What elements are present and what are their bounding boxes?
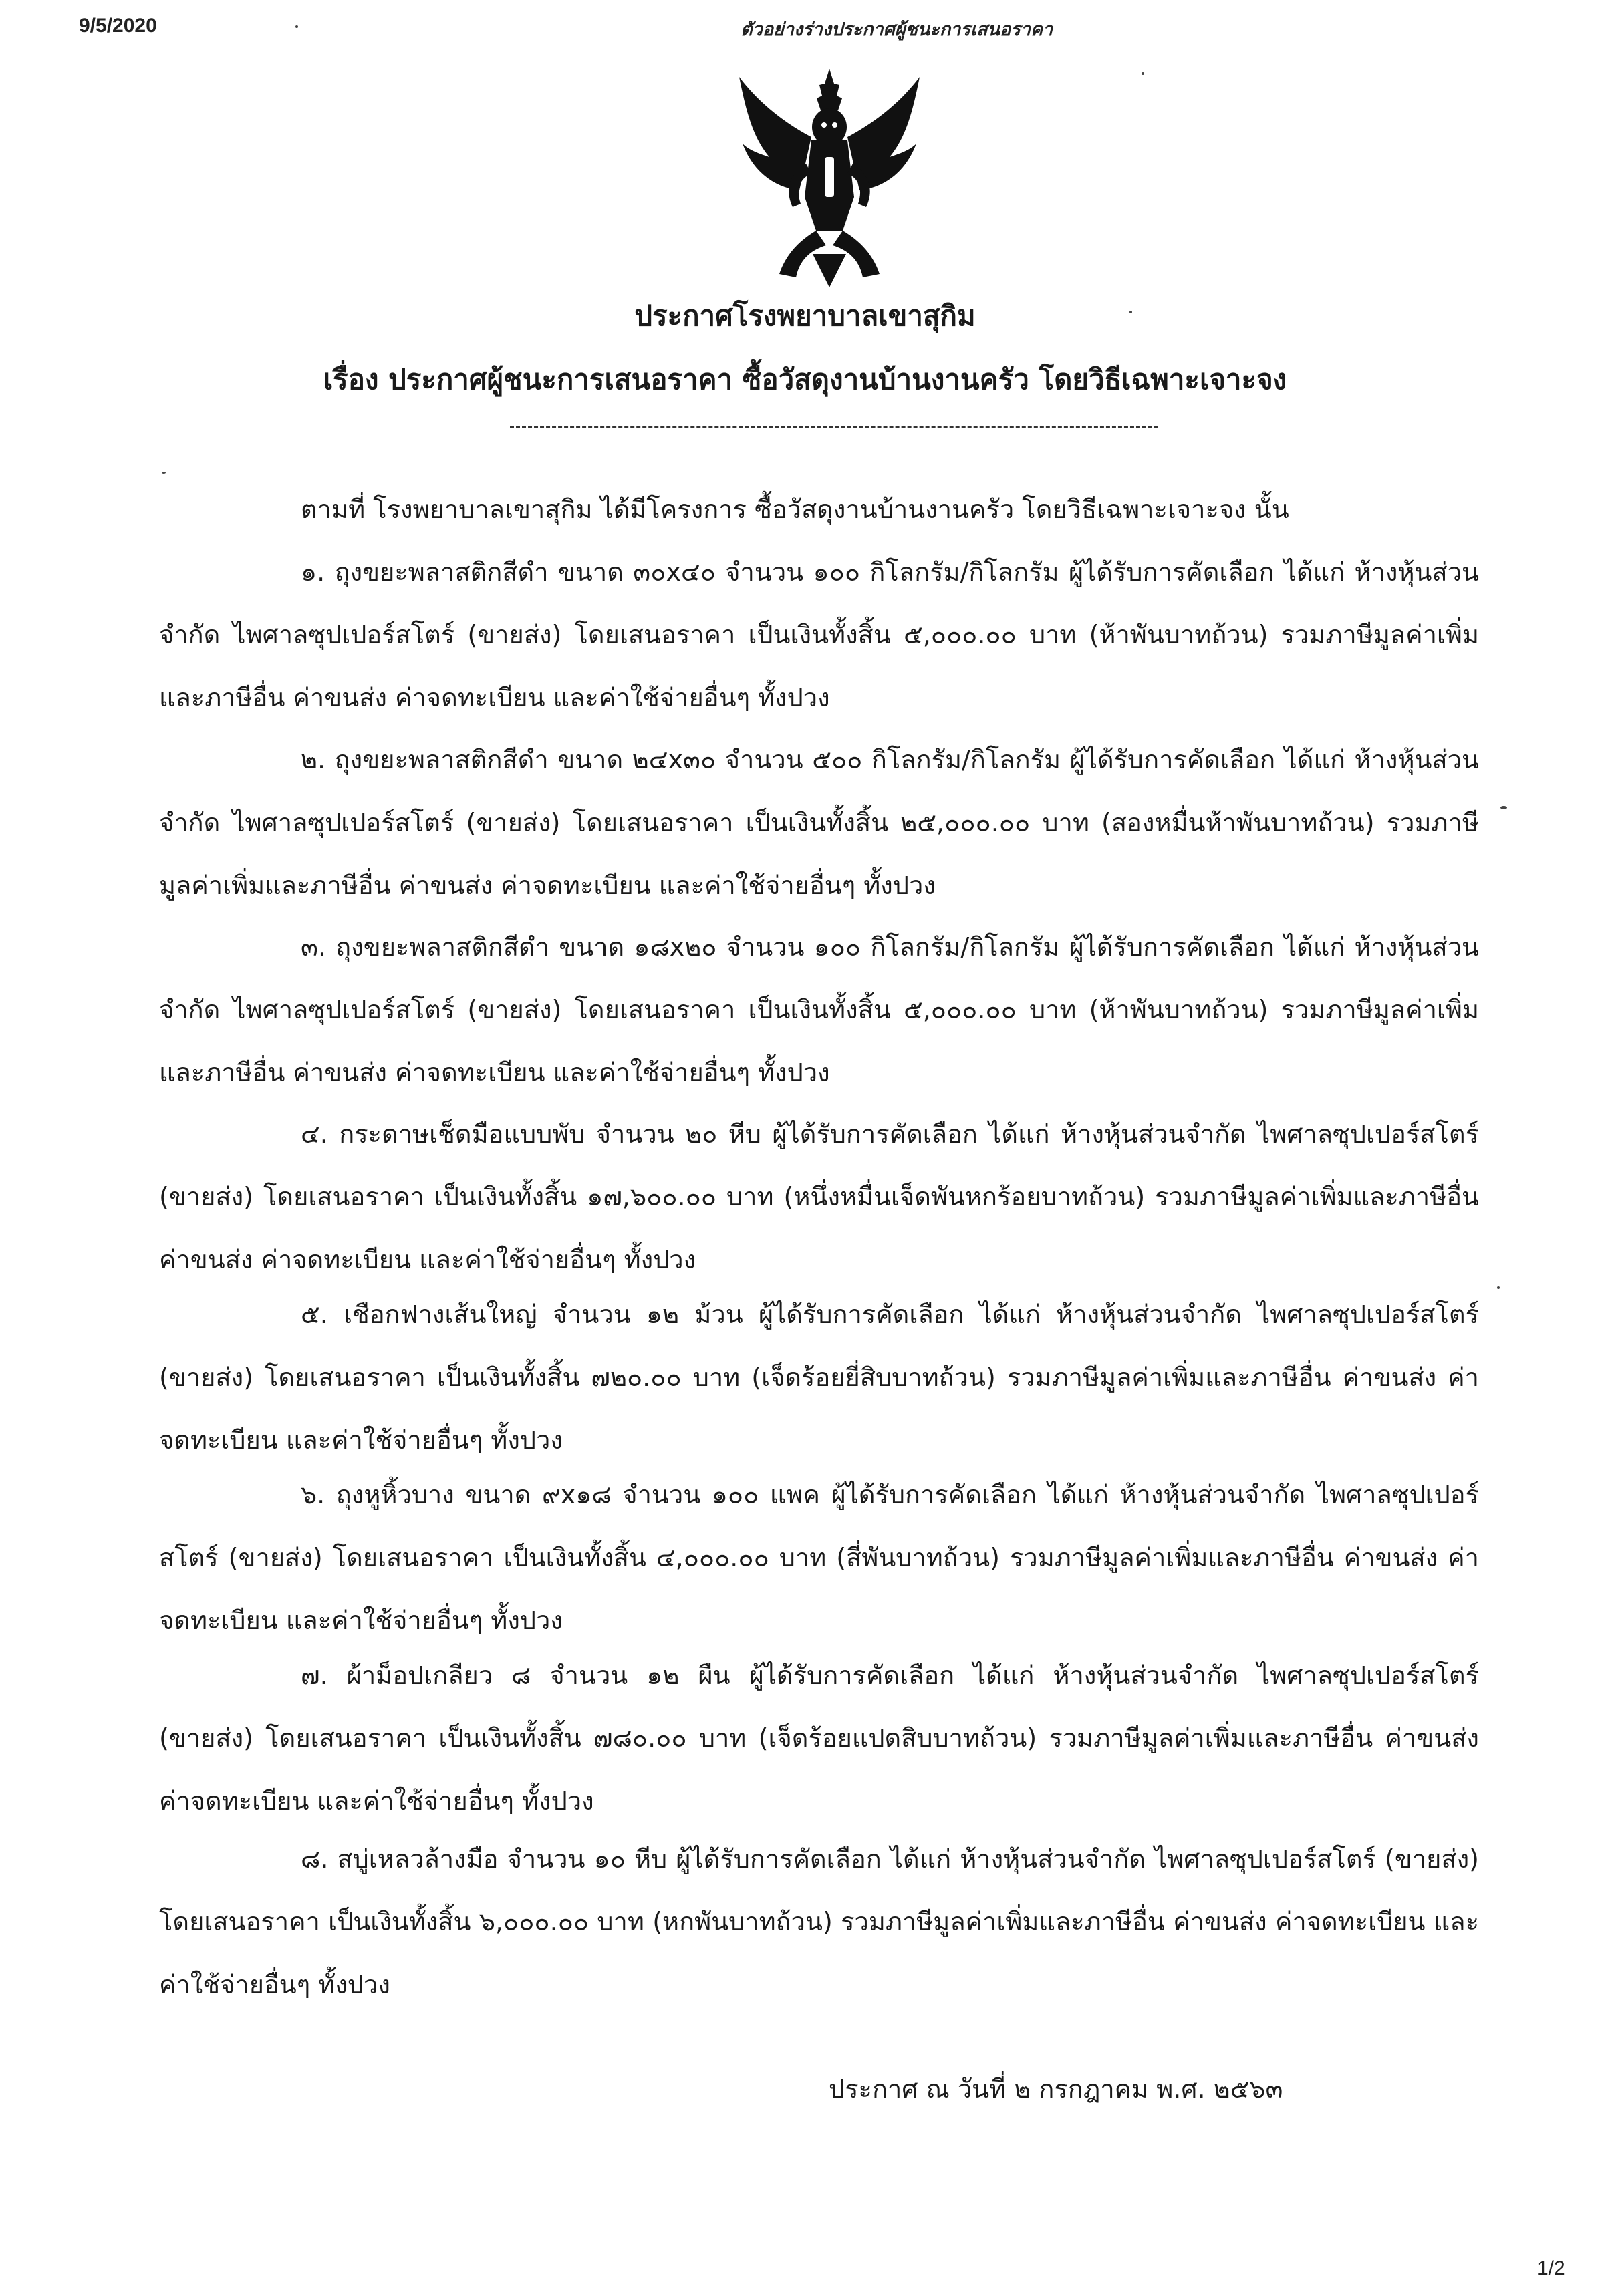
garuda-emblem-icon bbox=[732, 63, 926, 291]
scan-speck bbox=[162, 472, 166, 474]
list-item: ๔. กระดาษเช็ดมือแบบพับ จำนวน ๒๐ หีบ ผู้ได้รับการคัดเลือก ได้แก่ ห้างหุ้นส่วนจำกัด ไพศาลซุปเปอร์สโตร์ (ขายส่ง) โดยเสนอราคา เป็นเงินทั้งสิ้น ๑๗,๖๐๐.๐๐ บาท (หนึ่งหมื่นเจ็ดพันหกร้อยบาทถ้วน) รวมภาษีมูลค่าเพิ่มและภาษีอื่น ค่าขนส่ง ค่าจดทะเบียน และค่าใช้จ่ายอื่นๆ ทั้งปวง bbox=[159, 1119, 1479, 1274]
intro-paragraph: ตามที่ โรงพยาบาลเขาสุกิม ได้มีโครงการ ซื้อวัสดุงานบ้านงานครัว โดยวิธีเฉพาะเจาะจง นั้น bbox=[301, 494, 1289, 524]
list-item: ๖. ถุงหูหิ้วบาง ขนาด ๙x๑๘ จำนวน ๑๐๐ แพค ผู้ได้รับการคัดเลือก ได้แก่ ห้างหุ้นส่วนจำกัด ไพศาลซุปเปอร์สโตร์ (ขายส่ง) โดยเสนอราคา เป็นเงินทั้งสิ้น ๔,๐๐๐.๐๐ บาท (สี่พันบาทถ้วน) รวมภาษีมูลค่าเพิ่มและภาษีอื่น ค่าขนส่ง ค่าจดทะเบียน และค่าใช้จ่ายอื่นๆ ทั้งปวง bbox=[159, 1480, 1479, 1635]
organization-title: ประกาศโรงพยาบาลเขาสุกิม bbox=[634, 299, 976, 332]
scan-speck bbox=[1129, 311, 1132, 313]
print-date: 9/5/2020 bbox=[79, 15, 157, 37]
scan-speck bbox=[1500, 806, 1507, 809]
document-subject: เรื่อง ประกาศผู้ชนะการเสนอราคา ซื้อวัสดุงานบ้านงานครัว โดยวิธีเฉพาะเจาะจง bbox=[323, 363, 1287, 396]
announcement-date: ประกาศ ณ วันที่ ๒ กรกฎาคม พ.ศ. ๒๕๖๓ bbox=[829, 2074, 1283, 2104]
scan-speck bbox=[1142, 72, 1144, 75]
print-header-title: ตัวอย่างร่างประกาศผู้ชนะการเสนอราคา bbox=[741, 19, 1053, 40]
divider bbox=[510, 426, 1158, 428]
list-item: ๘. สบู่เหลวล้างมือ จำนวน ๑๐ หีบ ผู้ได้รับการคัดเลือก ได้แก่ ห้างหุ้นส่วนจำกัด ไพศาลซุปเปอร์สโตร์ (ขายส่ง) โดยเสนอราคา เป็นเงินทั้งสิ้น ๖,๐๐๐.๐๐ บาท (หกพันบาทถ้วน) รวมภาษีมูลค่าเพิ่มและภาษีอื่น ค่าขนส่ง ค่าจดทะเบียน และค่าใช้จ่ายอื่นๆ ทั้งปวง bbox=[159, 1844, 1480, 1999]
list-item: ๕. เชือกฟางเส้นใหญ่ จำนวน ๑๒ ม้วน ผู้ได้รับการคัดเลือก ได้แก่ ห้างหุ้นส่วนจำกัด ไพศาลซุปเปอร์สโตร์ (ขายส่ง) โดยเสนอราคา เป็นเงินทั้งสิ้น ๗๒๐.๐๐ บาท (เจ็ดร้อยยี่สิบบาทถ้วน) รวมภาษีมูลค่าเพิ่มและภาษีอื่น ค่าขนส่ง ค่าจดทะเบียน และค่าใช้จ่ายอื่นๆ ทั้งปวง bbox=[159, 1300, 1479, 1455]
scan-speck bbox=[1497, 1286, 1500, 1289]
scan-speck bbox=[295, 25, 298, 28]
list-item: ๑. ถุงขยะพลาสติกสีดำ ขนาด ๓๐x๔๐ จำนวน ๑๐๐ กิโลกรัม/กิโลกรัม ผู้ได้รับการคัดเลือก ได้แก่ ห้างหุ้นส่วนจำกัด ไพศาลซุปเปอร์สโตร์ (ขายส่ง) โดยเสนอราคา เป็นเงินทั้งสิ้น ๕,๐๐๐.๐๐ บาท (ห้าพันบาทถ้วน) รวมภาษีมูลค่าเพิ่มและภาษีอื่น ค่าขนส่ง ค่าจดทะเบียน และค่าใช้จ่ายอื่นๆ ทั้งปวง bbox=[159, 557, 1479, 712]
list-item: ๒. ถุงขยะพลาสติกสีดำ ขนาด ๒๔x๓๐ จำนวน ๕๐๐ กิโลกรัม/กิโลกรัม ผู้ได้รับการคัดเลือก ได้แก่ ห้างหุ้นส่วนจำกัด ไพศาลซุปเปอร์สโตร์ (ขายส่ง) โดยเสนอราคา เป็นเงินทั้งสิ้น ๒๕,๐๐๐.๐๐ บาท (สองหมื่นห้าพันบาทถ้วน) รวมภาษีมูลค่าเพิ่มและภาษีอื่น ค่าขนส่ง ค่าจดทะเบียน และค่าใช้จ่ายอื่นๆ ทั้งปวง bbox=[159, 745, 1479, 900]
list-item: ๓. ถุงขยะพลาสติกสีดำ ขนาด ๑๘x๒๐ จำนวน ๑๐๐ กิโลกรัม/กิโลกรัม ผู้ได้รับการคัดเลือก ได้แก่ ห้างหุ้นส่วนจำกัด ไพศาลซุปเปอร์สโตร์ (ขายส่ง) โดยเสนอราคา เป็นเงินทั้งสิ้น ๕,๐๐๐.๐๐ บาท (ห้าพันบาทถ้วน) รวมภาษีมูลค่าเพิ่มและภาษีอื่น ค่าขนส่ง ค่าจดทะเบียน และค่าใช้จ่ายอื่นๆ ทั้งปวง bbox=[159, 932, 1480, 1087]
page-number: 1/2 bbox=[1537, 2257, 1565, 2279]
list-item: ๗. ผ้าม็อปเกลียว ๘ จำนวน ๑๒ ผืน ผู้ได้รับการคัดเลือก ได้แก่ ห้างหุ้นส่วนจำกัด ไพศาลซุปเปอร์สโตร์ (ขายส่ง) โดยเสนอราคา เป็นเงินทั้งสิ้น ๗๘๐.๐๐ บาท (เจ็ดร้อยแปดสิบบาทถ้วน) รวมภาษีมูลค่าเพิ่มและภาษีอื่น ค่าขนส่ง ค่าจดทะเบียน และค่าใช้จ่ายอื่นๆ ทั้งปวง bbox=[159, 1661, 1479, 1816]
